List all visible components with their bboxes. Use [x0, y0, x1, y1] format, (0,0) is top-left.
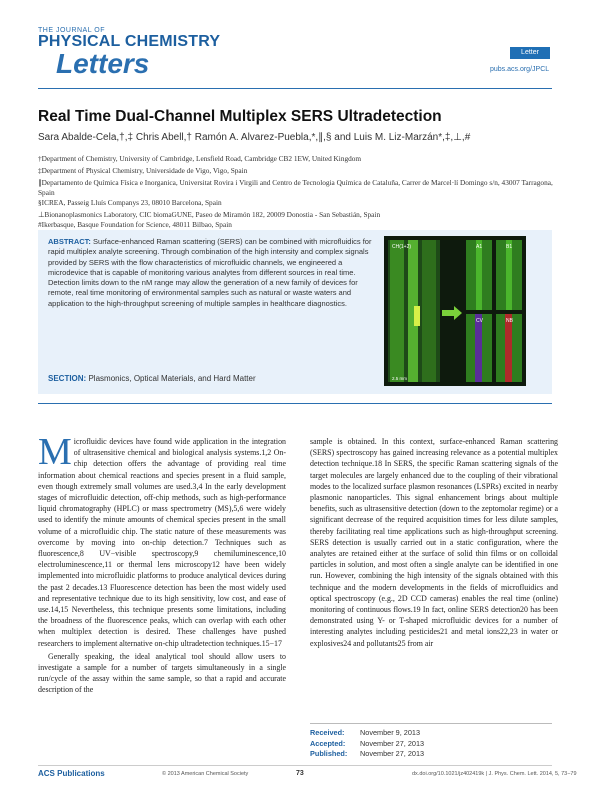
body-column-left [38, 431, 286, 696]
received-date: November 9, 2013 [360, 728, 421, 737]
figure-label-d: NB [506, 318, 513, 324]
article-type-badge: Letter [510, 47, 550, 59]
published-date: November 27, 2013 [360, 749, 425, 758]
publisher-logo: ACS Publications [38, 769, 105, 778]
header-divider [38, 88, 552, 89]
page-number: 73 [296, 770, 304, 777]
journal-logo-line2: PHYSICAL CHEMISTRY [38, 33, 221, 50]
figure-label-a: A1 [476, 244, 483, 250]
affiliation-3: ∥Departamento de Química Física e Inorganica, Universitat Rovira i Virgili and Centro de Tecnologia Química de Cataluña, Carrer de Marcel·lí Domingo s/n, 43007 Tarragona, Spain [38, 178, 553, 197]
accepted-label: Accepted: [310, 738, 346, 748]
received-label: Received: [310, 728, 345, 737]
figure-label-ch: CH(1+2) [392, 244, 412, 250]
affiliation-6: #Ikerbasque, Basque Foundation for Science, 48011 Bilbao, Spain [38, 220, 232, 229]
section-line [48, 374, 256, 383]
section-label: SECTION: [48, 374, 87, 383]
abstract-text [48, 237, 378, 309]
body-paragraph-2: Generally speaking, the ideal analytical tool should allow users to investigate a sample for a number of targets simultaneously in a single run/cycle of the assay within the same sample, so that a rapid and accurate description of the [38, 651, 286, 695]
accepted-date: November 27, 2013 [360, 738, 425, 748]
body-column-right [310, 436, 558, 649]
publication-dates [310, 728, 424, 760]
abstract-label: ABSTRACT: [48, 237, 91, 246]
toc-graphic [384, 236, 526, 386]
affiliation-5: ⊥Bionanoplasmonics Laboratory, CIC biomaGUNE, Paseo de Miramón 182, 20009 Donostia - San Sebastián, Spain [38, 210, 381, 219]
journal-logo-line1: THE JOURNAL OF [38, 27, 106, 34]
abstract-divider [38, 403, 552, 404]
affiliation-1: †Department of Chemistry, University of Cambridge, Lensfield Road, Cambridge CB2 1EW, United Kingdom [38, 154, 362, 163]
journal-logo-line3: Letters [56, 48, 150, 79]
author-list: Sara Abalde-Cela,†,‡ Chris Abell,† Ramón A. Alvarez-Puebla,*,∥,§ and Luis M. Liz-Marzán*,‡,⊥,# [38, 132, 471, 143]
body-paragraph-1: icrofluidic devices have found wide application in the integration of ultrasensitive chemical and biological analysis systems.1,2 On-chip detection offers the advantage of providing real time information about chemical reactions and species present in a fluid sample, even though extremely small volumes are used.3,4 In the early development stages of microfluidic detection, off-chip methods, such as high-performance liquid chromatography (HPLC) or mass spectrometry (MS),5,6 were widely used to identify the minute amounts of chemical species present in the small volume of a microfluidic chip. The static nature of these measurements was overcome by moving into on-chip detection.7 Techniques such as fluorescence,8 UV−visible spectroscopy,9 chemiluminescence,10 electroluminescence,11 or thermal lens microscopy12 have been widely implemented into microfluidic platforms to produce analytical devices during the past 2 decades.13 Fluorescence detection has been the most widely used and representative technique due to its high sensitivity, low cost, and ease of use.14,15 Nevertheless, this technique presents some limitations, including the broadness of the fluorescence peaks, which can overlap with each other when multiplex detection is desired. These challenges have pushed researchers to implement alternative on-chip ultradetection techniques.15−17 [38, 437, 286, 648]
affiliation-2: ‡Department of Physical Chemistry, Universidade de Vigo, Vigo, Spain [38, 166, 248, 175]
doi-citation[interactable]: dx.doi.org/10.1021/jz402419k | J. Phys. Chem. Lett. 2014, 5, 73−79 [412, 771, 577, 777]
dates-divider [310, 723, 552, 724]
published-label: Published: [310, 749, 348, 758]
figure-label-c: CV [476, 318, 483, 324]
article-title: Real Time Dual-Channel Multiplex SERS Ultradetection [38, 108, 442, 125]
journal-site-link[interactable]: pubs.acs.org/JPCL [490, 66, 550, 73]
figure-label-b: B1 [506, 244, 513, 250]
copyright-notice: © 2013 American Chemical Society [162, 771, 249, 777]
figure-scale-bar: 2.5 mm [392, 376, 408, 381]
abstract-body: Surface-enhanced Raman scattering (SERS) can be combined with microfluidics for rapid multiplex analyte screening. Through combination of the high intensity and complex signals provided by SERS with the flow characteristics of microfluidic channels, we engineered a microdevice that is capable of monitoring various analytes from different sources in real time. Detection limits down to the nM range may allow the generation of a new family of devices for remote, real time monitoring of environmental samples such as natural or waste waters and application to the high-throughput screening of multiple samples in healthcare diagnostics. [48, 237, 372, 308]
affiliation-4: §ICREA, Passeig Lluís Companys 23, 08010 Barcelona, Spain [38, 198, 222, 207]
section-value: Plasmonics, Optical Materials, and Hard Matter [88, 374, 256, 383]
body-paragraph-3: sample is obtained. In this context, surface-enhanced Raman scattering (SERS) spectroscopy has gained increasing relevance as a potential multiplex detection technique.18 In SERS, the specific Raman scattering signals of the target molecules are largely enhanced due to the coupling of their vibrational modes to the localized surface plasmon resonances (LSPRs) excited in nearby plasmonic nanoparticles. This signal enhancement brings about multiple benefits, such as ultrasensitive detection (down to the zeptomolar regime) or a significant decrease of the required acquisition times for less dilute samples, thereby facilitating real time applications such as high-throughput screening. SERS detection is usually carried out in a static configuration, where the analytes are retained either at the surface of solid thin films or on colloidal particles in solution, and most often a single analyte can be identified in one run. However, combining the high intensity of the signals obtained with this technique and the modern developments in the fields of microfluidics and optical spectroscopy (e.g., 2D CCD cameras) enables the real time (online) monitoring of continuous flows.19 In fact, online SERS detection20 has been demonstrated using Y- or T-shaped microfluidic devices for a number of interesting analytes including pesticides21 and metal ions22,23 in water or explosives24 and pollutants25 from air [310, 437, 558, 648]
drop-cap: M [38, 431, 72, 473]
footer-divider [38, 765, 552, 766]
